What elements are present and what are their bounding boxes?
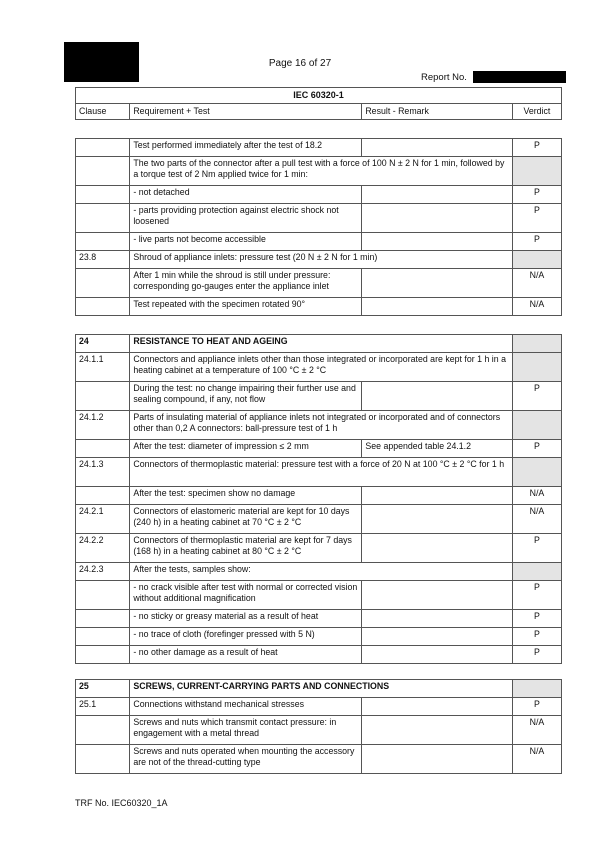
verdict-cell: N/A xyxy=(512,269,561,298)
clause-cell xyxy=(76,139,130,157)
clause-cell xyxy=(76,382,130,411)
section-clause: 24 xyxy=(76,335,130,353)
requirement-cell: Connectors and appliance inlets other than those integrated or incorporated are kept for 1 h in a heating cabinet at a temperature of 100 °C ± 2 °C xyxy=(130,353,513,382)
redacted-report-number xyxy=(473,71,566,83)
table-row xyxy=(76,382,562,411)
verdict-cell xyxy=(512,458,561,487)
clause-cell: 24.2.2 xyxy=(76,534,130,563)
page-number: Page 16 of 27 xyxy=(268,58,332,69)
table-row xyxy=(76,716,562,745)
verdict-cell: N/A xyxy=(512,745,561,774)
table-row xyxy=(76,628,562,646)
clause-cell xyxy=(76,716,130,745)
clause-cell xyxy=(76,440,130,458)
result-cell xyxy=(362,204,513,233)
table-row xyxy=(76,745,562,774)
requirement-cell: Screws and nuts which transmit contact pressure: in engagement with a metal thread xyxy=(130,716,362,745)
result-cell xyxy=(362,581,513,610)
result-cell xyxy=(362,646,513,664)
requirement-cell: Test repeated with the specimen rotated 90° xyxy=(130,298,362,316)
verdict-cell xyxy=(512,353,561,382)
section-title: RESISTANCE TO HEAT AND AGEING xyxy=(130,335,513,353)
requirement-cell: After the tests, samples show: xyxy=(130,563,513,581)
clause-cell: 24.2.3 xyxy=(76,563,130,581)
section-clause: 25 xyxy=(76,680,130,698)
verdict-cell: P xyxy=(512,139,561,157)
section-25-table xyxy=(75,679,562,774)
table-row xyxy=(76,581,562,610)
verdict-cell: P xyxy=(512,628,561,646)
result-cell xyxy=(362,382,513,411)
requirement-cell: Parts of insulating material of appliance inlets not integrated or incorporated and of connectors other than 0,2 A connectors: ball-pressure test of 1 h xyxy=(130,411,513,440)
clause-cell xyxy=(76,269,130,298)
verdict-cell: P xyxy=(512,646,561,664)
result-cell xyxy=(362,269,513,298)
table-row xyxy=(76,298,562,316)
standard-title: IEC 60320-1 xyxy=(76,88,562,104)
verdict-cell: P xyxy=(512,186,561,204)
verdict-cell xyxy=(512,335,561,353)
table-row xyxy=(76,563,562,581)
column-requirement: Requirement + Test xyxy=(130,104,362,120)
clause-cell xyxy=(76,157,130,186)
clause-cell: 24.2.1 xyxy=(76,505,130,534)
requirement-cell: Connectors of elastomeric material are kept for 10 days (240 h) in a heating cabinet at 70 °C ± 2 °C xyxy=(130,505,362,534)
verdict-cell: P xyxy=(512,440,561,458)
clause-cell: 24.1.3 xyxy=(76,458,130,487)
clause-cell xyxy=(76,646,130,664)
table-row xyxy=(76,610,562,628)
result-cell xyxy=(362,487,513,505)
table-row xyxy=(76,186,562,204)
table-row xyxy=(76,251,562,269)
result-cell: See appended table 24.1.2 xyxy=(362,440,513,458)
requirement-cell: Connectors of thermoplastic material are kept for 7 days (168 h) in a heating cabinet at 80 °C ± 2 °C xyxy=(130,534,362,563)
table-row xyxy=(76,534,562,563)
requirement-cell: The two parts of the connector after a pull test with a force of 100 N ± 2 N for 1 min, followed by a torque test of 2 Nm applied twice for 1 min: xyxy=(130,157,513,186)
verdict-cell xyxy=(512,563,561,581)
verdict-cell: P xyxy=(512,204,561,233)
table-row xyxy=(76,698,562,716)
requirement-cell: - no sticky or greasy material as a result of heat xyxy=(130,610,362,628)
table-row xyxy=(76,233,562,251)
requirement-cell: - parts providing protection against electric shock not loosened xyxy=(130,204,362,233)
section-24-table xyxy=(75,334,562,664)
result-cell xyxy=(362,186,513,204)
verdict-cell: P xyxy=(512,382,561,411)
verdict-cell: N/A xyxy=(512,298,561,316)
verdict-cell xyxy=(512,680,561,698)
column-clause: Clause xyxy=(76,104,130,120)
result-cell xyxy=(362,298,513,316)
verdict-cell xyxy=(512,251,561,269)
table-row xyxy=(76,505,562,534)
result-cell xyxy=(362,628,513,646)
result-cell xyxy=(362,139,513,157)
verdict-cell: P xyxy=(512,581,561,610)
table-row xyxy=(76,440,562,458)
result-cell xyxy=(362,745,513,774)
result-cell xyxy=(362,534,513,563)
clause-cell xyxy=(76,487,130,505)
table-row xyxy=(76,269,562,298)
table-row xyxy=(76,487,562,505)
requirement-cell: Screws and nuts operated when mounting the accessory are not of the thread-cutting type xyxy=(130,745,362,774)
verdict-cell: P xyxy=(512,534,561,563)
clause-cell xyxy=(76,204,130,233)
requirement-cell: - not detached xyxy=(130,186,362,204)
table-row xyxy=(76,353,562,382)
column-result: Result - Remark xyxy=(362,104,512,120)
section-heading-row xyxy=(76,335,562,353)
requirement-cell: Shroud of appliance inlets: pressure test (20 N ± 2 N for 1 min) xyxy=(130,251,513,269)
table-row xyxy=(76,411,562,440)
requirement-cell: - no trace of cloth (forefinger pressed with 5 N) xyxy=(130,628,362,646)
clause-cell xyxy=(76,628,130,646)
verdict-cell xyxy=(512,411,561,440)
requirement-cell: After 1 min while the shroud is still under pressure: corresponding go-gauges enter the appliance inlet xyxy=(130,269,362,298)
section-23-table xyxy=(75,138,562,316)
result-cell xyxy=(362,716,513,745)
result-cell xyxy=(362,233,513,251)
section-title: SCREWS, CURRENT-CARRYING PARTS AND CONNECTIONS xyxy=(130,680,513,698)
table-row xyxy=(76,157,562,186)
clause-cell xyxy=(76,298,130,316)
table-row xyxy=(76,204,562,233)
clause-cell: 24.1.1 xyxy=(76,353,130,382)
clause-cell: 24.1.2 xyxy=(76,411,130,440)
clause-cell xyxy=(76,745,130,774)
verdict-cell: P xyxy=(512,233,561,251)
section-heading-row xyxy=(76,680,562,698)
requirement-cell: After the test: specimen show no damage xyxy=(130,487,362,505)
table-row xyxy=(76,646,562,664)
verdict-cell: N/A xyxy=(512,487,561,505)
requirement-cell: - no crack visible after test with normal or corrected vision without additional magnification xyxy=(130,581,362,610)
requirement-cell: - live parts not become accessible xyxy=(130,233,362,251)
verdict-cell: N/A xyxy=(512,716,561,745)
requirement-cell: Connections withstand mechanical stresses xyxy=(130,698,362,716)
clause-cell xyxy=(76,233,130,251)
table-row xyxy=(76,458,562,487)
result-cell xyxy=(362,610,513,628)
verdict-cell: N/A xyxy=(512,505,561,534)
requirement-cell: During the test: no change impairing their further use and sealing compound, if any, not flow xyxy=(130,382,362,411)
table-row xyxy=(76,139,562,157)
clause-cell xyxy=(76,186,130,204)
clause-cell xyxy=(76,581,130,610)
clause-cell xyxy=(76,610,130,628)
verdict-cell: P xyxy=(512,698,561,716)
requirement-cell: - no other damage as a result of heat xyxy=(130,646,362,664)
column-verdict: Verdict xyxy=(512,104,561,120)
clause-cell: 25.1 xyxy=(76,698,130,716)
clause-cell: 23.8 xyxy=(76,251,130,269)
requirement-cell: After the test: diameter of impression ≤ 2 mm xyxy=(130,440,362,458)
requirement-cell: Connectors of thermoplastic material: pressure test with a force of 20 N at 100 °C ± 2 °C for 1 h xyxy=(130,458,513,487)
result-cell xyxy=(362,698,513,716)
header-table xyxy=(75,87,562,120)
verdict-cell xyxy=(512,157,561,186)
report-no-label: Report No. xyxy=(421,72,467,83)
requirement-cell: Test performed immediately after the test of 18.2 xyxy=(130,139,362,157)
result-cell xyxy=(362,505,513,534)
verdict-cell: P xyxy=(512,610,561,628)
trf-number: TRF No. IEC60320_1A xyxy=(75,798,168,808)
